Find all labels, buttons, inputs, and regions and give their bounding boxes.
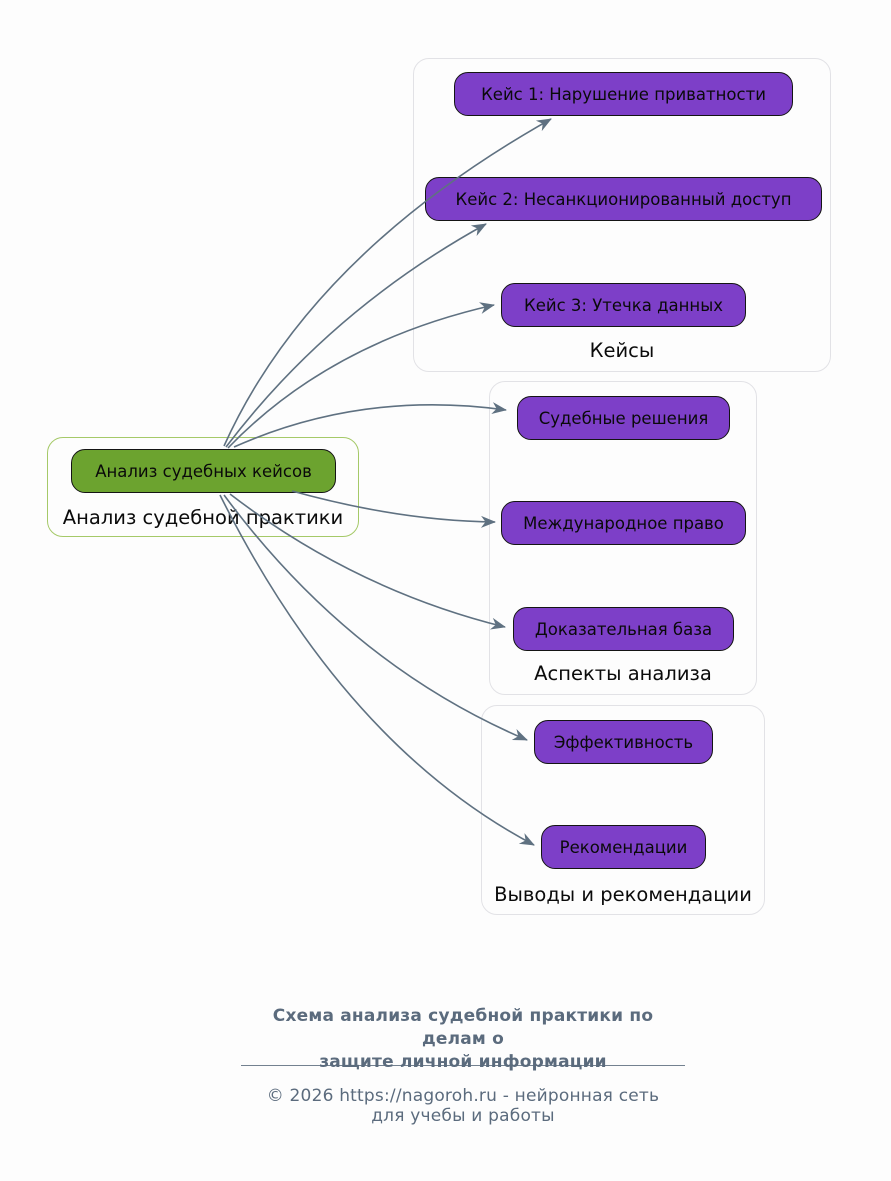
node-case1: Кейс 1: Нарушение приватности	[454, 72, 793, 116]
node-root-case-analysis: Анализ судебных кейсов	[71, 449, 336, 493]
node-court-decisions: Судебные решения	[517, 396, 730, 440]
node-case2: Кейс 2: Несанкционированный доступ	[425, 177, 822, 221]
group-cases	[413, 58, 831, 372]
group-conclusions-label: Выводы и рекомендации	[494, 883, 752, 906]
diagram-title	[249, 1005, 677, 1074]
group-conclusions	[481, 705, 765, 915]
diagram-title-line1: Схема анализа судебной практики по делам о	[272, 1006, 654, 1049]
group-cases-label: Кейсы	[589, 339, 655, 362]
node-effectiveness: Эффективность	[534, 720, 713, 764]
group-root-label: Анализ судебной практики	[62, 506, 344, 529]
node-case3: Кейс 3: Утечка данных	[501, 283, 746, 327]
node-international-law: Международное право	[501, 501, 746, 545]
copyright-text: © 2026 https://nagoroh.ru - нейронная сеть для учебы и работы	[266, 1086, 660, 1126]
group-root-analysis	[47, 437, 359, 537]
footer-divider	[241, 1065, 685, 1066]
node-evidence-base: Доказательная база	[513, 607, 734, 651]
diagram-title-line2: защите личной информации	[319, 1051, 607, 1072]
group-analysis-aspects	[489, 381, 757, 695]
node-recommendations: Рекомендации	[541, 825, 706, 869]
group-aspects-label: Аспекты анализа	[534, 662, 712, 685]
